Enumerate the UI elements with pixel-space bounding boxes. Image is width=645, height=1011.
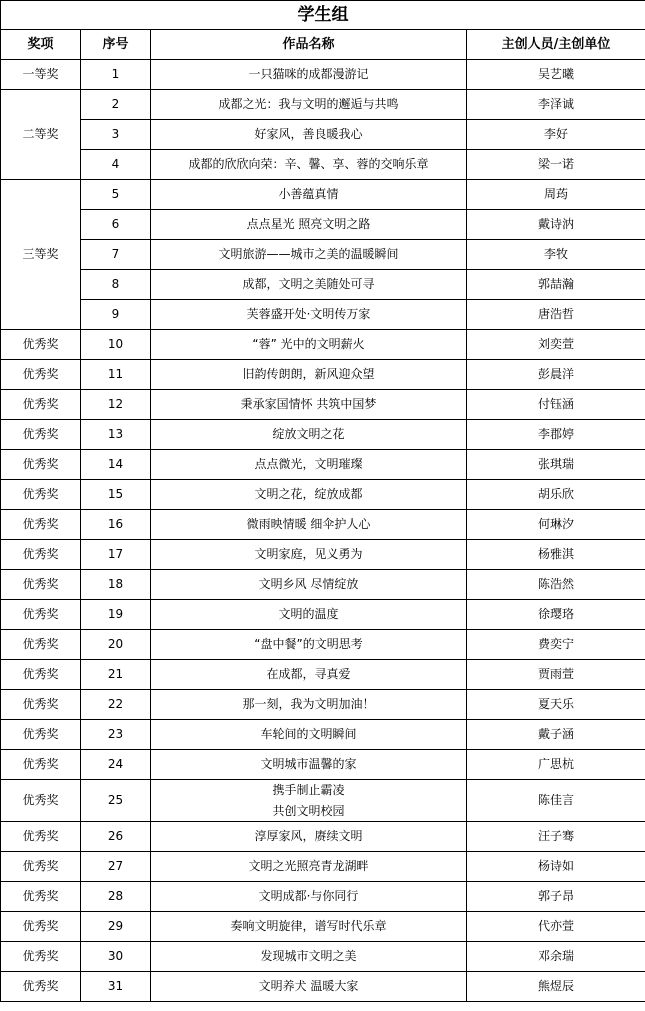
work-title-cell: 那一刻，我为文明加油！ — [151, 690, 467, 720]
author-cell: 唐浩哲 — [467, 300, 645, 330]
award-cell: 优秀奖 — [1, 360, 81, 390]
table-row — [1, 822, 645, 852]
award-cell: 优秀奖 — [1, 450, 81, 480]
table-row — [1, 750, 645, 780]
number-cell: 2 — [81, 90, 151, 120]
author-cell: 周荺 — [467, 180, 645, 210]
table-row — [1, 150, 645, 180]
table-row — [1, 120, 645, 150]
author-cell: 戴子涵 — [467, 720, 645, 750]
award-cell: 三等奖 — [1, 180, 81, 330]
number-cell: 17 — [81, 540, 151, 570]
table-row — [1, 210, 645, 240]
author-cell: 刘奕萱 — [467, 330, 645, 360]
number-cell: 16 — [81, 510, 151, 540]
table-row — [1, 852, 645, 882]
award-cell: 优秀奖 — [1, 882, 81, 912]
number-cell: 11 — [81, 360, 151, 390]
author-cell: 付钰涵 — [467, 390, 645, 420]
author-cell: 戴诗汭 — [467, 210, 645, 240]
author-cell: 陈浩然 — [467, 570, 645, 600]
award-cell: 优秀奖 — [1, 720, 81, 750]
table-row — [1, 330, 645, 360]
number-cell: 22 — [81, 690, 151, 720]
work-title-cell: 文明养犬 温暖大家 — [151, 972, 467, 1002]
award-cell: 优秀奖 — [1, 912, 81, 942]
header-work-title: 作品名称 — [151, 30, 467, 60]
work-title-cell: 旧韵传朗朗，新风迎众望 — [151, 360, 467, 390]
number-cell: 24 — [81, 750, 151, 780]
author-cell: 吴艺曦 — [467, 60, 645, 90]
table-row — [1, 420, 645, 450]
work-title-cell: 芙蓉盛开处·文明传万家 — [151, 300, 467, 330]
author-cell: 贾雨萱 — [467, 660, 645, 690]
award-cell: 优秀奖 — [1, 942, 81, 972]
award-cell: 优秀奖 — [1, 780, 81, 822]
table-row — [1, 690, 645, 720]
table-row — [1, 480, 645, 510]
number-cell: 21 — [81, 660, 151, 690]
number-cell: 5 — [81, 180, 151, 210]
award-cell: 优秀奖 — [1, 510, 81, 540]
author-cell: 杨雅淇 — [467, 540, 645, 570]
work-title-cell: 文明乡风 尽情绽放 — [151, 570, 467, 600]
table-row — [1, 360, 645, 390]
table-row — [1, 912, 645, 942]
table-row — [1, 90, 645, 120]
work-title-cell — [151, 780, 467, 822]
author-cell: 张琪瑞 — [467, 450, 645, 480]
author-cell: 邓余瑞 — [467, 942, 645, 972]
number-cell: 8 — [81, 270, 151, 300]
number-cell: 18 — [81, 570, 151, 600]
number-cell: 19 — [81, 600, 151, 630]
number-cell: 12 — [81, 390, 151, 420]
author-cell: 梁一诺 — [467, 150, 645, 180]
table-row — [1, 510, 645, 540]
number-cell: 27 — [81, 852, 151, 882]
number-cell: 3 — [81, 120, 151, 150]
work-title-cell: 小善蕴真情 — [151, 180, 467, 210]
author-cell: 代亦萱 — [467, 912, 645, 942]
work-title-cell: 成都，文明之美随处可寻 — [151, 270, 467, 300]
award-cell: 优秀奖 — [1, 690, 81, 720]
number-cell: 9 — [81, 300, 151, 330]
number-cell: 13 — [81, 420, 151, 450]
award-cell: 优秀奖 — [1, 390, 81, 420]
work-title-cell: 文明旅游——城市之美的温暖瞬间 — [151, 240, 467, 270]
work-title-cell: 成都之光：我与文明的邂逅与共鸣 — [151, 90, 467, 120]
author-cell: 杨诗如 — [467, 852, 645, 882]
number-cell: 26 — [81, 822, 151, 852]
table-row — [1, 570, 645, 600]
author-cell: 郭子昂 — [467, 882, 645, 912]
work-title-cell: 文明成都·与你同行 — [151, 882, 467, 912]
work-title-cell: 车轮间的文明瞬间 — [151, 720, 467, 750]
number-cell: 14 — [81, 450, 151, 480]
number-cell: 15 — [81, 480, 151, 510]
award-cell: 二等奖 — [1, 90, 81, 180]
work-title-cell: 点点微光，文明璀璨 — [151, 450, 467, 480]
number-cell: 30 — [81, 942, 151, 972]
award-cell: 一等奖 — [1, 60, 81, 90]
table-row — [1, 450, 645, 480]
number-cell: 25 — [81, 780, 151, 822]
number-cell: 6 — [81, 210, 151, 240]
number-cell: 23 — [81, 720, 151, 750]
award-cell: 优秀奖 — [1, 420, 81, 450]
author-cell: 李泽诚 — [467, 90, 645, 120]
table-row — [1, 600, 645, 630]
table-body — [1, 60, 645, 1002]
award-cell: 优秀奖 — [1, 480, 81, 510]
header-award: 奖项 — [1, 30, 81, 60]
award-cell: 优秀奖 — [1, 630, 81, 660]
author-cell: 郭喆瀚 — [467, 270, 645, 300]
number-cell: 28 — [81, 882, 151, 912]
number-cell: 4 — [81, 150, 151, 180]
table-row — [1, 240, 645, 270]
author-cell: 李郡婷 — [467, 420, 645, 450]
author-cell: 胡乐欣 — [467, 480, 645, 510]
award-cell: 优秀奖 — [1, 330, 81, 360]
work-title-cell: “盘中餐”的文明思考 — [151, 630, 467, 660]
award-cell: 优秀奖 — [1, 540, 81, 570]
header-author: 主创人员/主创单位 — [467, 30, 645, 60]
work-title-cell: 奏响文明旋律，谱写时代乐章 — [151, 912, 467, 942]
author-cell: 熊煜辰 — [467, 972, 645, 1002]
author-cell: 汪子骞 — [467, 822, 645, 852]
work-title-line: 携手制止霸凌 — [272, 782, 345, 797]
author-cell: 夏天乐 — [467, 690, 645, 720]
award-cell: 优秀奖 — [1, 972, 81, 1002]
table-row — [1, 780, 645, 822]
number-cell: 20 — [81, 630, 151, 660]
work-title-cell: 成都的欣欣向荣：辛、馨、享、蓉的交响乐章 — [151, 150, 467, 180]
work-title-cell: 淳厚家风，赓续文明 — [151, 822, 467, 852]
work-title-cell: 秉承家国情怀 共筑中国梦 — [151, 390, 467, 420]
table-row — [1, 300, 645, 330]
work-title-cell: 点点星光 照亮文明之路 — [151, 210, 467, 240]
work-title-cell: 好家风，善良暖我心 — [151, 120, 467, 150]
table-row — [1, 720, 645, 750]
author-cell: 费奕宁 — [467, 630, 645, 660]
work-title-cell: “蓉” 光中的文明薪火 — [151, 330, 467, 360]
work-title-cell: 一只猫咪的成都漫游记 — [151, 60, 467, 90]
work-title-cell: 在成都，寻真爱 — [151, 660, 467, 690]
table-row — [1, 660, 645, 690]
award-cell: 优秀奖 — [1, 600, 81, 630]
work-title-cell: 绽放文明之花 — [151, 420, 467, 450]
work-title-line: 共创文明校园 — [272, 803, 345, 818]
work-title-cell: 文明的温度 — [151, 600, 467, 630]
work-title-cell: 发现城市文明之美 — [151, 942, 467, 972]
author-cell: 李好 — [467, 120, 645, 150]
work-title-cell: 文明家庭，见义勇为 — [151, 540, 467, 570]
header-number: 序号 — [81, 30, 151, 60]
number-cell: 29 — [81, 912, 151, 942]
table-title: 学生组 — [1, 1, 645, 30]
award-cell: 优秀奖 — [1, 822, 81, 852]
author-cell: 徐璎珞 — [467, 600, 645, 630]
work-title-cell: 文明之花，绽放成都 — [151, 480, 467, 510]
work-title-cell: 微雨映情暖 细伞护人心 — [151, 510, 467, 540]
award-cell: 优秀奖 — [1, 570, 81, 600]
number-cell: 10 — [81, 330, 151, 360]
table-row — [1, 270, 645, 300]
table-row — [1, 972, 645, 1002]
table-row — [1, 180, 645, 210]
work-title-cell: 文明城市温馨的家 — [151, 750, 467, 780]
table-row — [1, 60, 645, 90]
number-cell: 7 — [81, 240, 151, 270]
award-cell: 优秀奖 — [1, 852, 81, 882]
table-row — [1, 882, 645, 912]
table-row — [1, 942, 645, 972]
table-row — [1, 540, 645, 570]
author-cell: 何琳汐 — [467, 510, 645, 540]
author-cell: 彭晨洋 — [467, 360, 645, 390]
number-cell: 1 — [81, 60, 151, 90]
number-cell: 31 — [81, 972, 151, 1002]
author-cell: 陈佳言 — [467, 780, 645, 822]
award-cell: 优秀奖 — [1, 750, 81, 780]
award-cell: 优秀奖 — [1, 660, 81, 690]
table-row — [1, 390, 645, 420]
table-row — [1, 630, 645, 660]
work-title-cell: 文明之光照亮青龙湖畔 — [151, 852, 467, 882]
author-cell: 广思杭 — [467, 750, 645, 780]
author-cell: 李牧 — [467, 240, 645, 270]
